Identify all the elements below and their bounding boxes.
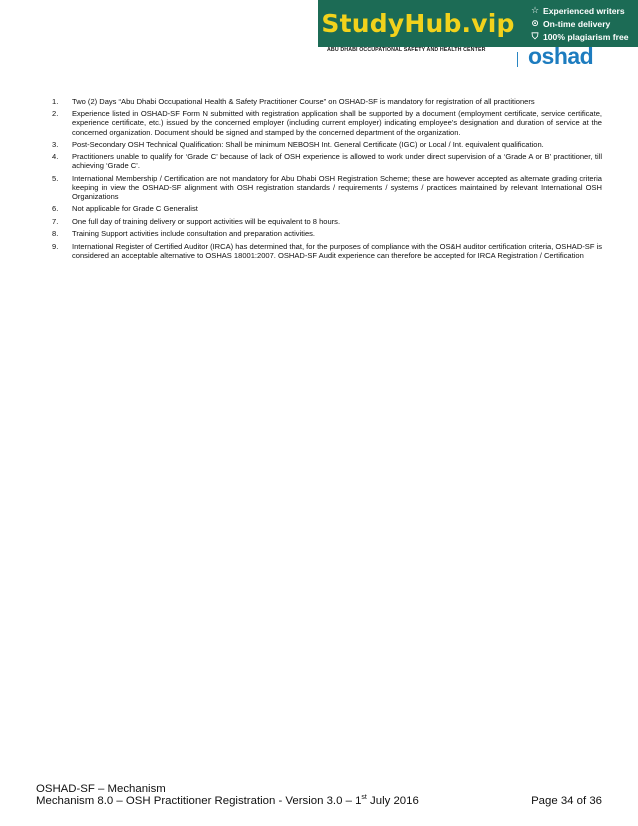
footer-ordinal: st xyxy=(361,794,367,802)
note-item xyxy=(36,217,602,226)
header-divider xyxy=(517,52,518,67)
note-number: 9. xyxy=(52,241,59,251)
promo-feature-list xyxy=(518,0,638,47)
note-text: One full day of training delivery or support activities will be equivalent to 8 hours. xyxy=(72,216,341,226)
feature-experienced-writers xyxy=(530,5,638,16)
feature-label: 100% plagiarism free xyxy=(543,31,629,42)
note-item xyxy=(36,152,602,170)
feature-plagiarism-free xyxy=(530,31,638,42)
footer-date: July 2016 xyxy=(366,795,419,807)
note-number: 4. xyxy=(52,152,59,162)
note-text: Post-Secondary OSH Technical Qualification: Shall be minimum NEBOSH Int. General Certificate (IGC) or Local / Int. equivalent qualification. xyxy=(72,139,544,149)
notes-list xyxy=(36,97,602,263)
note-item xyxy=(36,242,602,260)
note-text: Practitioners unable to qualify for ‘Grade C’ because of lack of OSH experience is allowed to work under direct supervision of a ‘Grade A or B’ practitioner, till achieving ‘Grade C’. xyxy=(72,152,602,171)
note-text: International Register of Certified Auditor (IRCA) has determined that, for the purposes of compliance with the OS&H auditor certification criteria, OSHAD-SF is considered an acceptable alternative to OSHAS 18001:2007. OSHAD-SF Audit experience can therefore be accepted for IRCA Registration / Certification xyxy=(72,241,602,260)
note-text: Training Support activities include consultation and preparation activities. xyxy=(72,229,316,239)
note-number: 8. xyxy=(52,229,59,239)
note-text: Two (2) Days “Abu Dhabi Occupational Health & Safety Practitioner Course” on OSHAD-SF is mandatory for registration of all practitioners xyxy=(72,97,535,106)
note-text: Not applicable for Grade C Generalist xyxy=(72,204,198,214)
center-name: ABU DHABI OCCUPATIONAL SAFETY AND HEALTH CENTER xyxy=(327,47,486,53)
note-number: 5. xyxy=(52,173,59,183)
shield-check-icon: ⛉ xyxy=(531,31,539,41)
footer-title: OSHAD-SF – Mechanism xyxy=(36,783,166,795)
note-item xyxy=(36,229,602,238)
note-number: 1. xyxy=(52,97,59,106)
star-icon: ☆ xyxy=(530,5,540,15)
note-number: 3. xyxy=(52,139,59,149)
feature-label: Experienced writers xyxy=(543,5,625,16)
footer-line xyxy=(36,795,602,808)
studyhub-banner[interactable] xyxy=(318,0,638,47)
note-text: International Membership / Certification are not mandatory for Abu Dhabi OSH Registration Scheme; these are however accepted as alternate grading criteria keeping in view the OSHAD-SF alignment with OSH registration standards / requirements / systems / practices maintained by relevant International OSH Organizations xyxy=(72,173,602,202)
footer-document-info xyxy=(36,795,419,808)
note-item xyxy=(36,109,602,136)
feature-on-time-delivery xyxy=(530,18,638,29)
note-item xyxy=(36,174,602,201)
note-item xyxy=(36,204,602,213)
note-item xyxy=(36,140,602,149)
clock-icon: ⊙ xyxy=(531,18,539,28)
footer-version-text: Mechanism 8.0 – OSH Practitioner Registration - Version 3.0 – 1 xyxy=(36,795,362,807)
note-number: 6. xyxy=(52,204,59,214)
note-number: 2. xyxy=(52,109,59,119)
note-item xyxy=(36,97,602,106)
studyhub-logo[interactable]: StudyHub.vip xyxy=(321,9,515,38)
feature-label: On-time delivery xyxy=(543,18,611,29)
oshad-logo: oshad xyxy=(528,43,594,69)
note-number: 7. xyxy=(52,216,59,226)
page-number: Page 34 of 36 xyxy=(531,795,602,807)
note-text: Experience listed in OSHAD-SF Form N submitted with registration application shall be supported by a document (employment certificate, service certificate, experience certificate, etc.) issued by the concerned employer (including current employer) indicating employee’s designation and duration of service at the concerned organization. Document should be signed and stamped by the concerned department of the organization. xyxy=(72,109,602,137)
